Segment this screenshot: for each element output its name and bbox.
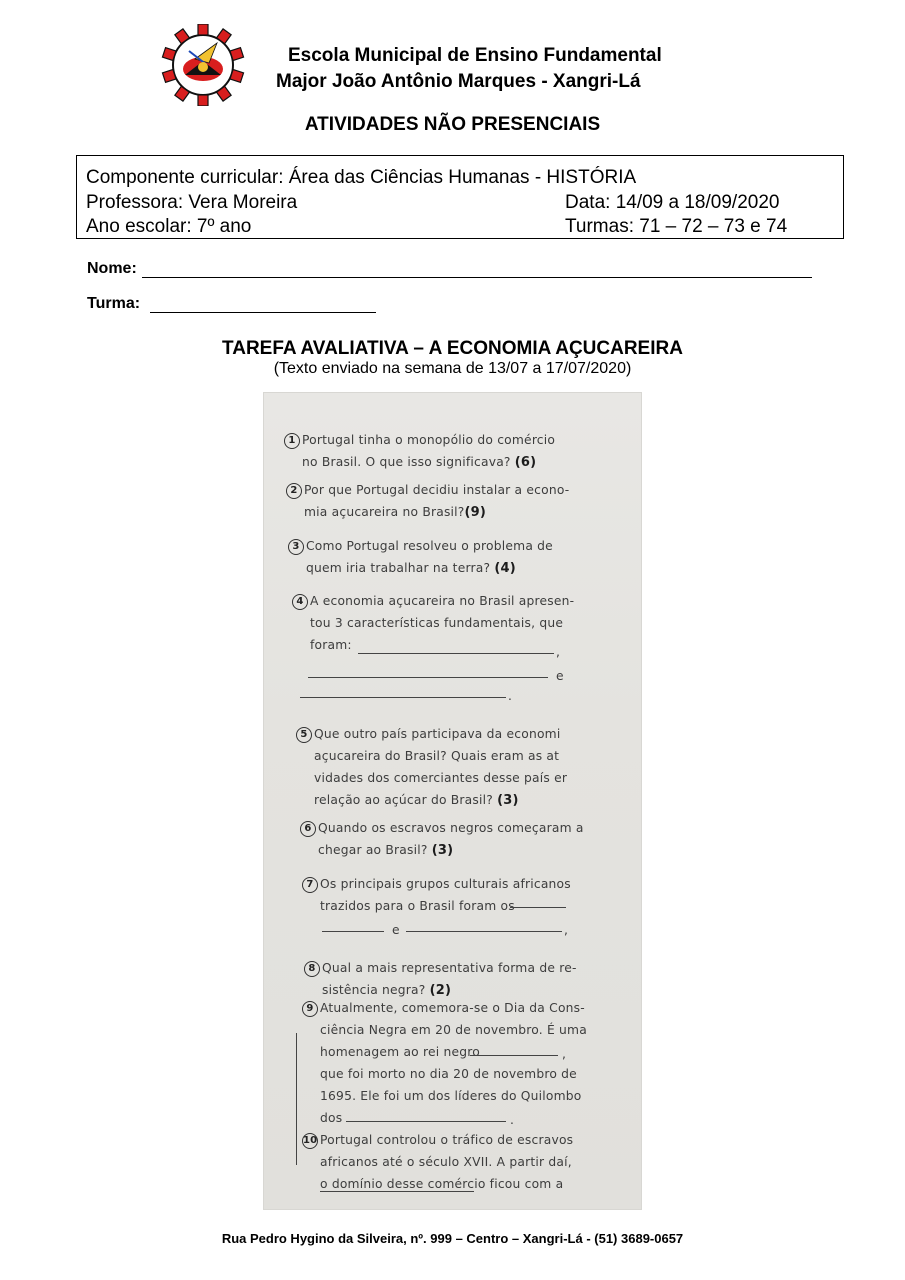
answer-line[interactable]	[322, 931, 384, 932]
conjunction: e	[392, 923, 400, 937]
class-field[interactable]	[150, 312, 376, 313]
conjunction: e	[556, 669, 564, 683]
task-subtitle: (Texto enviado na semana de 13/07 a 17/07/2020)	[273, 360, 632, 377]
question-1: 1 Portugal tinha o monopólio do comércio no Brasil. O que isso significava? (6)	[284, 429, 555, 474]
margin-bracket	[296, 1033, 297, 1165]
question-10: 10 Portugal controlou o tráfico de escravos africanos até o século XVII. A partir daí, o domínio desse comércio ficou com a	[303, 1133, 574, 1191]
answer-line[interactable]	[470, 1055, 558, 1056]
answer-line[interactable]	[346, 1121, 506, 1122]
school-year: Ano escolar: 7º ano	[86, 216, 252, 237]
class-groups: Turmas: 71 – 72 – 73 e 74	[565, 216, 788, 237]
punctuation: .	[510, 1113, 515, 1127]
class-label: Turma:	[87, 295, 141, 312]
task-title: TAREFA AVALIATIVA – A ECONOMIA AÇUCAREIRA	[222, 338, 683, 359]
name-field[interactable]	[142, 277, 812, 278]
punctuation: ,	[562, 1047, 567, 1061]
punctuation: ,	[564, 923, 569, 937]
question-7: 7 Os principais grupos culturais africanos trazidos para o Brasil foram os	[302, 873, 571, 917]
question-5: 5 Que outro país participava da economi açucareira do Brasil? Quais eram as at vidades dos comerciantes desse país er relação ao açúcar do Brasil? (3)	[296, 723, 567, 812]
answer-line[interactable]	[320, 1191, 474, 1192]
answer-line[interactable]	[406, 931, 562, 932]
footer-address: Rua Pedro Hygino da Silveira, nº. 999 – Centro – Xangri-Lá - (51) 3689-0657	[221, 1231, 684, 1246]
date-range: Data: 14/09 a 18/09/2020	[565, 192, 780, 213]
document-title: ATIVIDADES NÃO PRESENCIAIS	[304, 114, 601, 135]
question-8: 8 Qual a mais representativa forma de re- sistência negra? (2)	[304, 957, 577, 1002]
school-name-line2: Major João Antônio Marques - Xangri-Lá	[276, 71, 641, 92]
school-crest-icon	[160, 24, 246, 106]
question-3: 3 Como Portugal resolveu o problema de quem iria trabalhar na terra? (4)	[288, 535, 553, 580]
question-9: 9 Atualmente, comemora-se o Dia da Cons- ciência Negra em 20 de novembro. É uma homenagem ao rei negro que foi morto no dia 20 de novembro de 1695. Ele foi um dos líderes do Quilombo dos	[302, 997, 587, 1129]
punctuation: ,	[556, 645, 561, 659]
name-label: Nome:	[87, 260, 137, 277]
answer-line[interactable]	[510, 907, 566, 908]
question-4: 4 A economia açucareira no Brasil apresen- tou 3 características fundamentais, que foram:	[292, 590, 574, 656]
answer-line[interactable]	[358, 653, 554, 654]
info-box	[76, 155, 844, 239]
school-name: Escola Municipal de Ensino Fundamental	[288, 45, 662, 66]
question-6: 6 Quando os escravos negros começaram a chegar ao Brasil? (3)	[300, 817, 584, 862]
punctuation: .	[508, 689, 513, 703]
answer-line[interactable]	[308, 677, 548, 678]
question-2: 2 Por que Portugal decidiu instalar a econo- mia açucareira no Brasil?(9)	[286, 479, 569, 524]
worksheet-photo	[263, 392, 642, 1210]
curricular-component: Componente curricular: Área das Ciências Humanas - HISTÓRIA	[86, 167, 637, 188]
teacher-name: Professora: Vera Moreira	[86, 192, 298, 213]
answer-line[interactable]	[300, 697, 506, 698]
